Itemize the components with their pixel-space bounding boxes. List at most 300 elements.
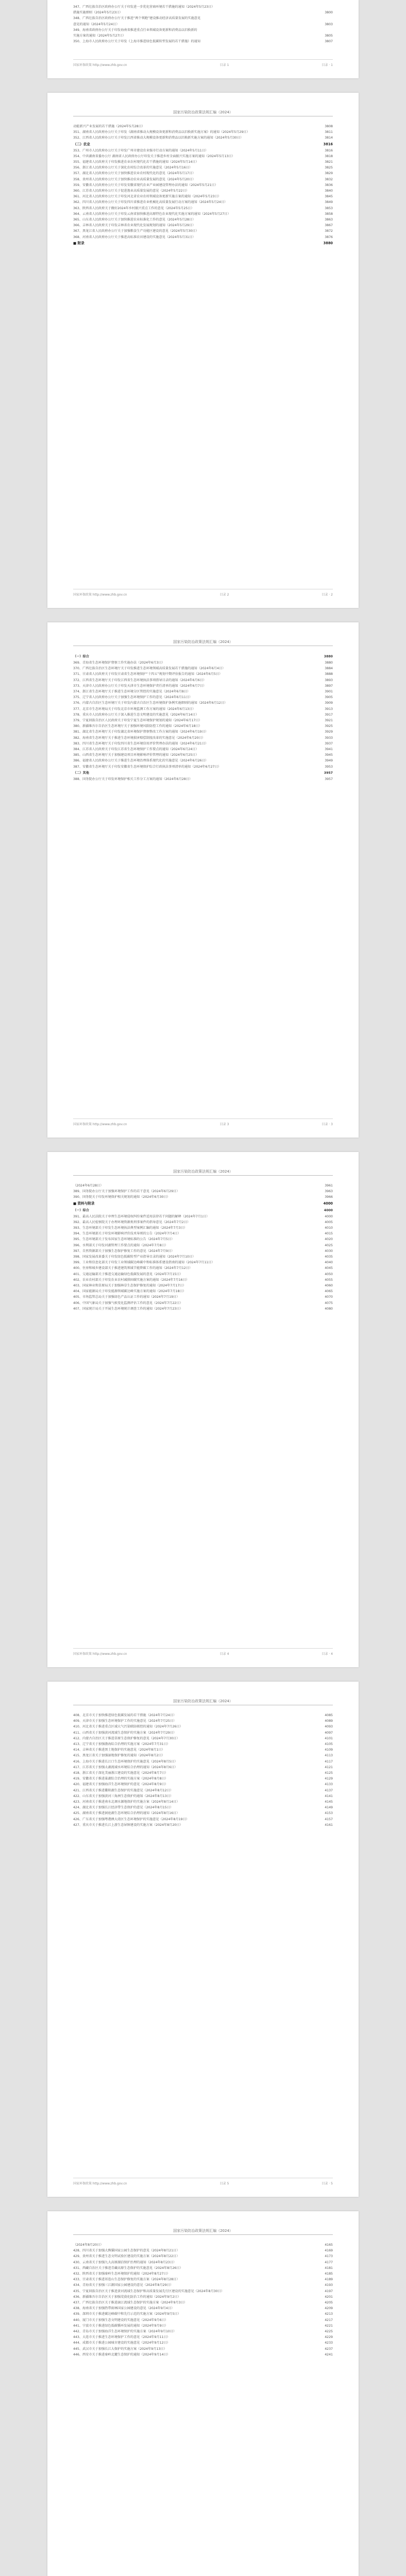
toc-entry-title: 352、江西省人民政府办公厅关于印发江西省推动大规模设备更新和消费品以旧换新实施方案的通知（2024年5月30日） — [73, 136, 244, 140]
toc-entry-title: 409、天津市关于加强生态环境保护工作的实施意见（2024年7月25日） — [73, 1719, 177, 1723]
toc-page-number: 4157 — [325, 1817, 333, 1821]
toc-entry-title: 396、水利部关于印发河湖管理工作要点的通知（2024年7月8日） — [73, 1243, 168, 1247]
toc-page-number: 3872 — [325, 229, 333, 233]
toc-page-number: 4089 — [325, 1719, 333, 1723]
toc-page-number: 4113 — [325, 1754, 333, 1758]
toc-page-number: 3921 — [325, 719, 333, 723]
toc-page-number: 3814 — [325, 136, 333, 140]
toc-entry[interactable] — [73, 1730, 333, 1736]
toc-page-number: 4205 — [325, 2301, 333, 2305]
toc-entry[interactable] — [73, 764, 333, 770]
toc-entry[interactable] — [73, 1283, 333, 1289]
toc-entry-title: 357、湖北省人民政府办公厅关于加快推进农业农村现代化的意见（2024年5月17日） — [73, 172, 196, 176]
toc-entry-title: 424、湖北省关于加强长江经济带生态保护的意见（2024年8月15日） — [73, 1806, 174, 1810]
toc-entry-title: （2024年6月28日） — [73, 1184, 104, 1188]
toc-entry[interactable] — [73, 217, 333, 223]
toc-entry-title: 415、黑龙江省关于加强湿地保护修复的通知（2024年8月2日） — [73, 1754, 165, 1758]
toc-entry-title: 422、山东省关于加强黄河三角洲生态保护的通知（2024年8月13日） — [73, 1794, 174, 1798]
toc-entry[interactable] — [73, 148, 333, 154]
toc-entry[interactable] — [73, 741, 333, 747]
toc-entry-title: 382、海南省生态环境厅关于推进生态环境损害赔偿制度改革的实施意见（2024年6月20日） — [73, 736, 205, 740]
toc-entry-title: 397、自然资源部关于加强生态保护修复工作的意见（2024年7月9日） — [73, 1249, 175, 1253]
toc-page-number: 4005 — [325, 1220, 333, 1224]
footer-index: 目录 · 5 — [322, 2182, 333, 2185]
toc-entry[interactable] — [73, 39, 333, 44]
toc-subsection-heading[interactable] — [73, 653, 333, 660]
toc-entry[interactable] — [73, 752, 333, 758]
toc-entry-title: 370、广西壮族自治区生态环境厅关于印发推进生态环境领域高质量发展若干措施的通知（2024年6月4日） — [73, 667, 226, 671]
toc-entry[interactable] — [73, 1219, 333, 1225]
toc-entry[interactable] — [73, 1183, 333, 1189]
toc-entry-title: （二）其他 — [73, 771, 89, 775]
toc-page-number: 3929 — [325, 730, 333, 734]
toc-entry-title: 441、宁波市关于推进绿色低碳循环发展的通知（2024年9月9日） — [73, 2324, 168, 2328]
toc-entry[interactable] — [73, 1782, 333, 1787]
toc-entry[interactable] — [73, 228, 333, 234]
toc-entry[interactable] — [73, 1225, 333, 1231]
toc-page-number: 4015 — [325, 1232, 333, 1236]
toc-page-number: 3941 — [325, 748, 333, 752]
toc-entry-title: （一）综合 — [73, 1208, 89, 1212]
footer-page: 目录 2 — [219, 593, 229, 597]
toc-entry[interactable] — [73, 723, 333, 729]
toc-entry-title: 374、浙江省生态环境厅关于推进生态环境分区管控的实施意见（2024年6月8日） — [73, 690, 191, 694]
toc-entry[interactable] — [73, 1236, 333, 1242]
toc-page-number: 4109 — [325, 1748, 333, 1752]
toc-page-number: 3832 — [325, 177, 333, 181]
toc-entry-title: 实施方案的通知（2024年5月27日） — [73, 34, 126, 38]
toc-entry[interactable] — [73, 1805, 333, 1810]
toc-entry-title: 384、江苏省人民政府关于印发江苏省生态环境保护工作要点的通知（2024年6月24日） — [73, 748, 199, 752]
toc-page-number: 4060 — [325, 1284, 333, 1288]
toc-entry[interactable] — [73, 1260, 333, 1265]
toc-entry[interactable] — [73, 776, 333, 782]
toc-entry[interactable] — [73, 1194, 333, 1200]
toc-page-number: 4161 — [325, 1823, 333, 1827]
toc-page-number: 3963 — [325, 1190, 333, 1194]
toc-entry-title: 392、最高人民检察院关于办理环境资源类刑事案件的指导意见（2024年7月2日） — [73, 1220, 191, 1224]
toc-entry[interactable] — [73, 188, 333, 194]
toc-subsection-heading[interactable] — [73, 1207, 333, 1214]
toc-entry[interactable] — [73, 2271, 333, 2277]
toc-page-number: 3816 — [325, 148, 333, 152]
toc-entry[interactable] — [73, 1243, 333, 1248]
toc-entry-title: 412、内蒙古自治区关于推进草原生态保护修复的意见（2024年7月30日） — [73, 1736, 180, 1740]
header-divider — [73, 1175, 333, 1176]
toc-entry-title: 398、国家发展改革委关于印发绿色低碳转型产业指导目录的通知（2024年7月10日） — [73, 1255, 196, 1259]
toc-entry[interactable] — [73, 1265, 333, 1271]
toc-page-number: 3829 — [325, 172, 333, 176]
toc-entry-title: 359、安徽省人民政府办公厅关于印发安徽省现代农业产业园建设管理办法的通知（2024年5月21日） — [73, 183, 218, 187]
toc-page-number: 3949 — [325, 759, 333, 763]
page-footer — [73, 59, 333, 67]
toc-entry[interactable] — [73, 2329, 333, 2334]
toc-entry-title: 417、江苏省关于加强太湖流域水环境综合治理的通知（2024年8月6日） — [73, 1765, 178, 1769]
toc-entry[interactable] — [73, 1300, 333, 1306]
toc-entry-title: 376、内蒙古自治区生态环境厅关于印发内蒙古自治区生态环境保护条例实施细则的通知（2024年6月12日） — [73, 701, 228, 705]
toc-page-number: 4080 — [325, 1307, 333, 1311]
toc-entry[interactable] — [73, 159, 333, 165]
toc-page-number: 4065 — [325, 1290, 333, 1294]
toc-page-number: 3917 — [325, 713, 333, 717]
toc-entry-title: （2024年8月20日） — [73, 2243, 104, 2247]
toc-page-number: 3957 — [324, 771, 333, 775]
toc-page-number: 3811 — [325, 130, 333, 134]
toc-entry[interactable] — [73, 1765, 333, 1770]
toc-list — [73, 653, 333, 782]
toc-entry[interactable] — [73, 1741, 333, 1747]
toc-entry[interactable] — [73, 1736, 333, 1741]
toc-list — [73, 1713, 333, 1828]
toc-page-number: 3803 — [325, 22, 333, 26]
footer-index: 目录 · 1 — [322, 63, 333, 67]
toc-entry-title: 426、广东省关于加强粤港澳大湾区生态环境保护的实施意见（2024年8月19日） — [73, 1817, 189, 1821]
toc-entry[interactable] — [73, 2300, 333, 2306]
toc-list — [73, 124, 333, 247]
page-header: 国家污染防治政策法规汇编（2024） — [173, 1699, 233, 1703]
toc-page-number: 4129 — [325, 1777, 333, 1781]
toc-entry[interactable] — [73, 206, 333, 211]
toc-entry[interactable] — [73, 1793, 333, 1799]
toc-entry-title: 399、工业和信息化部关于印发工业领域碳达峰碳中和标准体系建设指南的通知（2024年7月11日） — [73, 1261, 215, 1265]
toc-entry-title: 390、国务院关于印发环境保护相关规划的通知（2024年6月30日） — [73, 1195, 170, 1199]
toc-page-number: 4040 — [325, 1261, 333, 1265]
toc-entry[interactable] — [73, 683, 333, 689]
toc-page-number: 4121 — [325, 1765, 333, 1769]
toc-page-number: 3858 — [325, 212, 333, 216]
toc-entry[interactable] — [73, 694, 333, 700]
toc-entry-title: 413、辽宁省关于加强渤海综合治理的实施方案（2024年7月31日） — [73, 1742, 170, 1747]
toc-page-number: 4101 — [325, 1736, 333, 1740]
toc-page-number: 3966 — [325, 1195, 333, 1199]
toc-entry[interactable] — [73, 735, 333, 741]
toc-page-number: 4165 — [325, 2243, 333, 2247]
toc-entry-title: ■ 附录 — [73, 241, 84, 245]
toc-entry[interactable] — [73, 211, 333, 217]
toc-entry[interactable] — [73, 2277, 333, 2282]
toc-page-number: 3818 — [325, 154, 333, 158]
toc-entry[interactable] — [73, 129, 333, 135]
toc-page-number: 4241 — [325, 2352, 333, 2357]
toc-page-number: 4233 — [325, 2341, 333, 2345]
toc-page-number: 3880 — [324, 655, 333, 658]
toc-entry[interactable] — [73, 1306, 333, 1312]
toc-entry-title: 395、生态环境部关于发布国家生态环境标准的公告（2024年7月5日） — [73, 1238, 175, 1242]
toc-entry[interactable] — [73, 22, 333, 27]
toc-entry-title: 400、住房和城乡建设部关于推进建筑领域节能降碳工作的通知（2024年7月12日） — [73, 1266, 193, 1270]
footer-page: 目录 1 — [219, 63, 229, 67]
toc-entry-title: 371、甘肃省人民政府关于印发甘肃省生态环境保护“十四五”规划中期评估报告的通知（2024年6月5日） — [73, 672, 223, 676]
toc-entry-title: ■ 资料与附录 — [73, 1201, 95, 1206]
toc-page-number: 4070 — [325, 1295, 333, 1299]
toc-entry[interactable] — [73, 1753, 333, 1758]
toc-entry-title: 425、湖南省关于推进洞庭湖生态环境综合治理的通知（2024年8月16日） — [73, 1811, 180, 1816]
toc-page-number: 4141 — [325, 1794, 333, 1798]
toc-entry-title: 443、大连市关于推进生态环境保护工作的意见（2024年9月11日） — [73, 2335, 170, 2340]
toc-entry[interactable] — [73, 1747, 333, 1753]
toc-entry-title: 410、河北省关于推进重点区域大气污染联防联控的通知（2024年7月26日） — [73, 1725, 183, 1729]
toc-page-number: 3845 — [325, 195, 333, 199]
toc-page-number: 3901 — [325, 690, 333, 694]
toc-entry[interactable] — [73, 758, 333, 764]
toc-entry-title: （一）综合 — [73, 655, 89, 658]
toc-page-number: 3909 — [325, 701, 333, 705]
toc-entry-title: 351、湖南省人民政府办公厅关于印发《湖南省推动大规模设备更新和消费品以旧换新实施方案》的通知（2024年5月29日） — [73, 130, 250, 134]
toc-entry[interactable] — [73, 2294, 333, 2300]
toc-entry[interactable] — [73, 700, 333, 706]
toc-entry-title: 405、市场监管总局关于加强绿色产品认证工作的通知（2024年7月19日） — [73, 1295, 180, 1299]
toc-entry-title: 389、国务院办公厅关于加强环境保护工作的若干意见（2024年6月29日） — [73, 1190, 180, 1194]
toc-entry-title: 434、青海省关于加强三江源国家公园建设的意见（2024年8月29日） — [73, 2283, 174, 2287]
toc-page-number: 3853 — [325, 206, 333, 210]
toc-entry-title: 372、江西省生态环境厅关于印发江西省生态环境执法事项指导目录的通知（2024年6月6日） — [73, 678, 207, 682]
toc-entry[interactable] — [73, 2248, 333, 2253]
toc-entry[interactable] — [73, 171, 333, 176]
toc-page-number: 4045 — [325, 1266, 333, 1270]
toc-entry-title: 354、中共湖南省委办公厅 湖南省人民政府办公厅印发关于推进乡村全面振兴实施方案的通知（2024年5月13日） — [73, 154, 235, 158]
toc-list — [73, 1183, 333, 1312]
toc-entry-title: 432、陕西省关于加强秦岭生态环境保护的通知（2024年8月27日） — [73, 2272, 170, 2276]
toc-entry[interactable] — [73, 33, 333, 39]
toc-page-number: 3849 — [325, 200, 333, 205]
toc-entry-title: 364、云南省人民政府办公厅关于印发云南省加快推进高原特色农业现代化实施方案的通知（2024年5月27日） — [73, 212, 231, 216]
document-page-6 — [47, 2211, 359, 2576]
toc-page-number: 4153 — [325, 1811, 333, 1816]
toc-entry-title: 439、深圳市关于推进碳达峰碳中和先行示范的实施方案（2024年9月5日） — [73, 2312, 181, 2316]
toc-page-number: 3807 — [325, 40, 333, 44]
toc-entry[interactable] — [73, 2253, 333, 2259]
toc-entry[interactable] — [73, 2334, 333, 2340]
toc-page-number: 4105 — [325, 1742, 333, 1747]
toc-section-heading[interactable] — [73, 240, 333, 247]
toc-page-number: 4181 — [325, 2266, 333, 2270]
toc-entry[interactable] — [73, 729, 333, 735]
footer-index: 目录 · 3 — [322, 1123, 333, 1126]
toc-entry-title: 动能新兴产业发展的若干措施（2024年5月28日） — [73, 125, 145, 128]
toc-entry-title: 356、浙江省人民政府办公厅关于深化农村综合改革的实施意见（2024年5月16日） — [73, 166, 193, 170]
toc-entry-title: 措施实施细则（2024年5月23日） — [73, 11, 123, 15]
toc-entry[interactable] — [73, 1724, 333, 1730]
page-footer — [73, 1118, 333, 1126]
toc-list — [73, 2242, 333, 2358]
toc-page-number: 3905 — [325, 696, 333, 700]
toc-page-number: 4149 — [325, 1806, 333, 1810]
toc-entry[interactable] — [73, 1817, 333, 1822]
footer-source: 国家环保政策 http://www.zhb.gov.cn — [73, 2182, 127, 2185]
toc-entry[interactable] — [73, 1776, 333, 1782]
toc-page-number: 4189 — [325, 2278, 333, 2282]
toc-entry[interactable] — [73, 182, 333, 188]
toc-page-number: 3880 — [325, 661, 333, 665]
toc-entry[interactable] — [73, 1294, 333, 1300]
toc-entry[interactable] — [73, 165, 333, 171]
toc-entry-title: 360、江苏省人民政府办公厅关于促进渔业高质量发展的意见（2024年5月22日） — [73, 189, 189, 193]
toc-entry-title: 388、国务院办公厅关于印发环境保护相关工作分工方案的通知（2024年6月28日） — [73, 777, 193, 781]
toc-entry-title: 377、北京市生态环境局关于印发北京市环境监测工作方案的通知（2024年6月13日） — [73, 707, 196, 711]
document-page-1 — [47, 0, 359, 78]
toc-page-number: 4193 — [325, 2283, 333, 2287]
toc-entry-title: 403、国家林业和草原局关于加强林草生态保护修复的通知（2024年7月17日） — [73, 1284, 186, 1288]
toc-entry[interactable] — [73, 2346, 333, 2352]
toc-entry[interactable] — [73, 660, 333, 666]
toc-entry[interactable] — [73, 1231, 333, 1236]
toc-entry[interactable] — [73, 223, 333, 228]
toc-entry-title: 418、浙江省关于深化美丽浙江建设的实施意见（2024年8月7日） — [73, 1771, 168, 1775]
toc-page-number: 3953 — [325, 765, 333, 769]
toc-entry[interactable] — [73, 1214, 333, 1219]
toc-entry[interactable] — [73, 10, 333, 15]
toc-entry[interactable] — [73, 2311, 333, 2317]
toc-entry[interactable] — [73, 2282, 333, 2288]
toc-page-number: 4035 — [325, 1255, 333, 1259]
toc-entry-title: 361、河北省人民政府办公厅关于印发河北省农业农村领域设备更新实施方案的通知（2024年5月23日） — [73, 195, 221, 199]
toc-page-number: 3821 — [325, 160, 333, 164]
toc-entry[interactable] — [73, 2242, 333, 2248]
toc-entry[interactable] — [73, 1189, 333, 1194]
toc-page-number: 4025 — [325, 1243, 333, 1247]
toc-entry[interactable] — [73, 1248, 333, 1254]
toc-entry[interactable] — [73, 1277, 333, 1283]
toc-entry[interactable] — [73, 671, 333, 677]
page-footer — [73, 1648, 333, 1656]
page-header: 国家污染防治政策法规汇编（2024） — [173, 640, 233, 644]
footer-source: 国家环保政策 http://www.zhb.gov.cn — [73, 593, 127, 597]
toc-page-number: 3957 — [325, 777, 333, 781]
toc-entry[interactable] — [73, 4, 333, 10]
page-header: 国家污染防治政策法规汇编（2024） — [173, 110, 233, 114]
toc-subsection-heading[interactable] — [73, 770, 333, 776]
toc-entry[interactable] — [73, 712, 333, 718]
toc-entry[interactable] — [73, 135, 333, 141]
toc-page-number: 3863 — [325, 218, 333, 222]
toc-page-number: 4020 — [325, 1238, 333, 1242]
toc-page-number: 3913 — [325, 707, 333, 711]
toc-entry[interactable] — [73, 718, 333, 723]
document-page-4 — [47, 1152, 359, 1667]
toc-entry[interactable] — [73, 706, 333, 712]
toc-entry[interactable] — [73, 15, 333, 21]
toc-entry-title: 350、上海市人民政府办公厅关于印发《上海市推进绿色低碳转型发展的若干措施》的通知 — [73, 40, 200, 44]
toc-entry[interactable] — [73, 234, 333, 240]
toc-page-number: 4177 — [325, 2260, 333, 2264]
toc-page-number: 3808 — [325, 125, 333, 128]
toc-entry[interactable] — [73, 194, 333, 199]
toc-entry[interactable] — [73, 1272, 333, 1277]
toc-entry[interactable] — [73, 154, 333, 159]
toc-list — [73, 4, 333, 44]
toc-page-number: 4201 — [325, 2295, 333, 2299]
toc-entry-title: 347、广西壮族自治区政府办公厅关于印发进一步优化营商环境若干措施的通知（2024年5月23日） — [73, 5, 215, 9]
toc-page-number: 4173 — [325, 2255, 333, 2259]
toc-entry[interactable] — [73, 2317, 333, 2323]
toc-entry-title: 385、山西省生态环境厅关于加强建设项目环境影响评价管理的通知（2024年6月25日） — [73, 753, 199, 757]
page-header: 国家污染防治政策法规汇编（2024） — [173, 1170, 233, 1174]
toc-page-number: 4085 — [325, 1714, 333, 1717]
toc-entry[interactable] — [73, 2289, 333, 2294]
toc-entry[interactable] — [73, 1810, 333, 1816]
toc-entry-title: 419、安徽省关于推进巢湖综合治理的实施方案（2024年8月8日） — [73, 1777, 168, 1781]
toc-page-number: 3933 — [325, 736, 333, 740]
toc-section-heading[interactable] — [73, 1200, 333, 1207]
toc-entry-title: 387、安徽省生态环境厅关于印发安徽省生态环境保护综合行政执法事项清单的通知（2024年6月27日） — [73, 765, 221, 769]
toc-entry[interactable] — [73, 124, 333, 129]
toc-entry-title: 401、交通运输部关于推进交通运输绿色低碳发展的意见（2024年7月15日） — [73, 1272, 183, 1276]
toc-page-number: 3805 — [325, 34, 333, 38]
toc-entry-title: 446、西安市关于推进秦岭北麓生态保护的通知（2024年9月14日） — [73, 2352, 170, 2357]
toc-page-number: 3836 — [325, 183, 333, 187]
toc-page-number: 3876 — [325, 235, 333, 239]
toc-entry-title: 406、中国气象局关于加强气候变化监测评估工作的意见（2024年7月22日） — [73, 1301, 183, 1305]
document-page-5 — [47, 1682, 359, 2197]
toc-entry[interactable] — [73, 2352, 333, 2358]
toc-entry-title: 383、四川省生态环境厅关于印发四川省生态环境信用评价管理办法的通知（2024年6月21日） — [73, 741, 209, 745]
page-header: 国家污染防治政策法规汇编（2024） — [173, 2229, 233, 2233]
toc-page-number: 4075 — [325, 1301, 333, 1305]
toc-entry[interactable] — [73, 2265, 333, 2271]
toc-entry-title: 369、青海省生态环境保护督察工作实施办法（2024年6月3日） — [73, 661, 165, 665]
toc-entry-title: 438、海南省关于加强热带雨林国家公园建设的意见（2024年9月4日） — [73, 2307, 175, 2311]
toc-page-number: 4213 — [325, 2312, 333, 2316]
toc-entry[interactable] — [73, 2260, 333, 2265]
toc-entry[interactable] — [73, 1770, 333, 1776]
toc-page-number: 3816 — [323, 142, 333, 146]
toc-entry[interactable] — [73, 27, 333, 33]
toc-entry[interactable] — [73, 2306, 333, 2311]
header-divider — [73, 2234, 333, 2235]
footer-page: 目录 5 — [219, 2182, 229, 2185]
toc-entry-title: 353、广州市人民政府办公厅关于印发广州市建设农业强市行动方案的通知（2024年5月11日） — [73, 148, 209, 152]
toc-page-number: 4030 — [325, 1249, 333, 1253]
toc-entry-title: 414、吉林省关于推进黑土地保护的实施意见（2024年8月1日） — [73, 1748, 165, 1752]
toc-entry[interactable] — [73, 199, 333, 205]
toc-entry-title: （二）农业 — [73, 142, 90, 146]
toc-entry[interactable] — [73, 1718, 333, 1724]
toc-page-number: 4169 — [325, 2249, 333, 2253]
toc-entry[interactable] — [73, 677, 333, 683]
toc-page-number: 3867 — [325, 224, 333, 228]
toc-page-number: 3945 — [325, 753, 333, 757]
toc-entry[interactable] — [73, 2323, 333, 2329]
toc-entry[interactable] — [73, 1788, 333, 1793]
toc-entry-title: 368、河南省人民政府办公厅关于推进高标准农田建设的实施意见（2024年5月31日） — [73, 235, 196, 239]
document-page-2 — [47, 93, 359, 608]
toc-page-number: 4093 — [325, 1725, 333, 1729]
toc-section-heading[interactable] — [73, 141, 333, 148]
toc-page-number: 4217 — [325, 2318, 333, 2322]
toc-entry[interactable] — [73, 1713, 333, 1718]
toc-entry[interactable] — [73, 2340, 333, 2346]
toc-entry[interactable] — [73, 747, 333, 752]
toc-page-number: 4000 — [323, 1201, 333, 1206]
footer-index: 目录 · 2 — [322, 593, 333, 597]
toc-entry[interactable] — [73, 1799, 333, 1805]
toc-entry[interactable] — [73, 1822, 333, 1828]
toc-page-number: 4209 — [325, 2307, 333, 2311]
toc-entry[interactable] — [73, 689, 333, 694]
toc-entry-title: 445、武汉市关于加强长江大保护的实施方案（2024年9月13日） — [73, 2347, 167, 2351]
toc-entry[interactable] — [73, 666, 333, 671]
toc-entry[interactable] — [73, 1289, 333, 1294]
toc-entry-title: 402、农业农村部关于印发农业农村减排固碳实施方案的通知（2024年7月16日） — [73, 1278, 189, 1282]
toc-entry[interactable] — [73, 1254, 333, 1260]
toc-page-number: 4225 — [325, 2330, 333, 2334]
toc-entry-title: 433、甘肃省关于推进祁连山生态保护修复的实施方案（2024年8月28日） — [73, 2278, 180, 2282]
toc-entry-title: 378、重庆市人民政府办公厅关于深入推进生态文明建设的实施意见（2024年6月14日） — [73, 713, 199, 717]
toc-page-number: 3884 — [325, 667, 333, 671]
toc-entry-title: 408、北京市关于加快推进绿色低碳发展的若干措施（2024年7月24日） — [73, 1714, 177, 1717]
toc-entry[interactable] — [73, 1759, 333, 1765]
toc-entry[interactable] — [73, 177, 333, 182]
